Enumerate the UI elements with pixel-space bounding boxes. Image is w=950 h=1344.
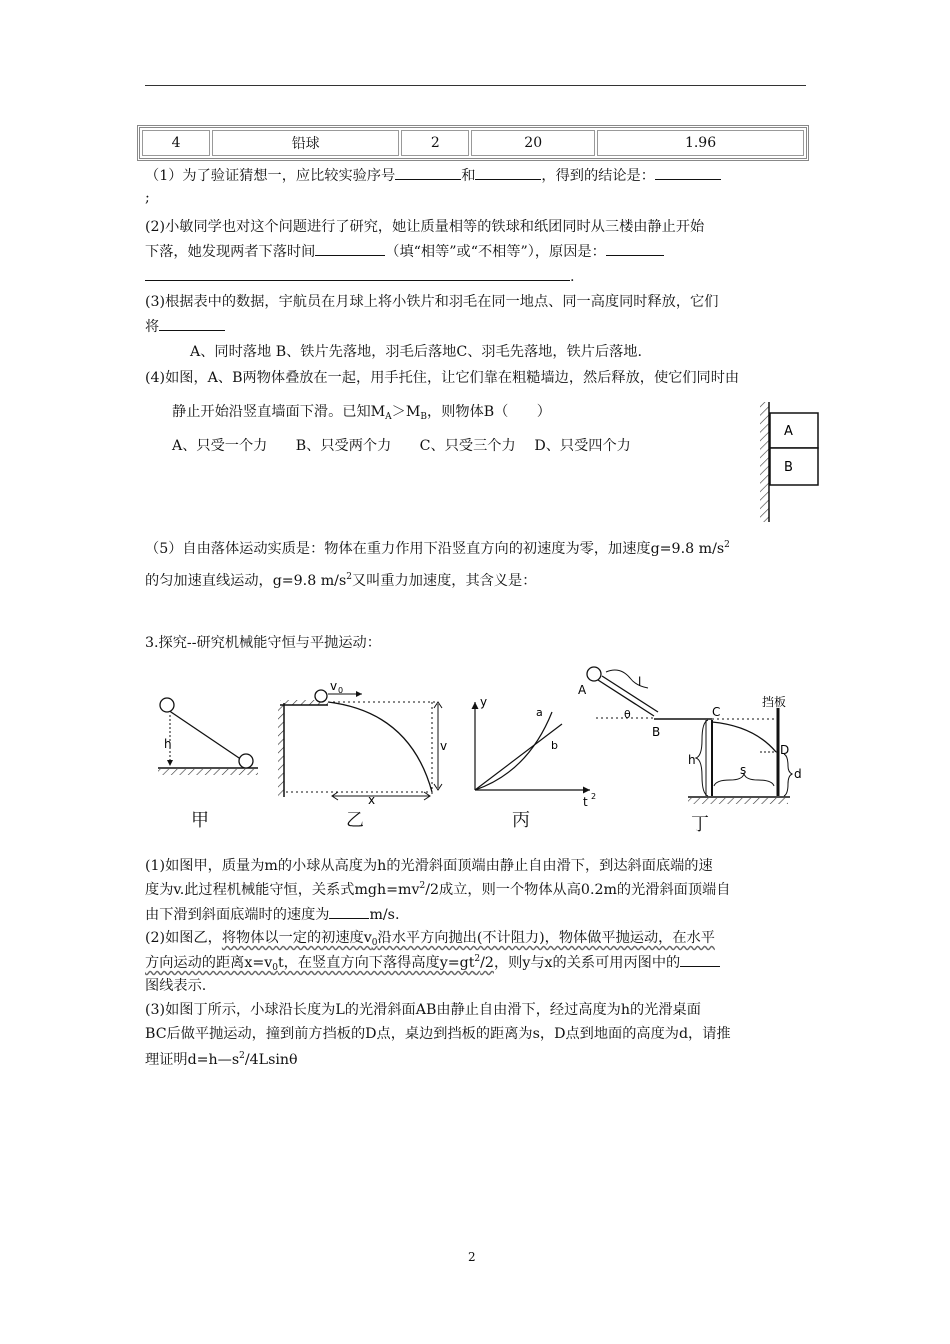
question-4-line1: (4)如图，A、B两物体叠放在一起，用手托住，让它们靠在粗糙墙边，然后释放，使它们同时由 (145, 370, 740, 386)
q2-period: . (570, 269, 575, 285)
table-cell: 1.96 (597, 130, 804, 156)
point-a-label: A (578, 683, 587, 697)
q5-text: （5）自由落体运动实质是：物体在重力作用下沿竖直方向的初速度为零，加速度g=9.8 m/s (145, 541, 725, 557)
point-c-label: C (712, 705, 721, 719)
table-cell: 20 (471, 130, 595, 156)
superscript: 2 (474, 954, 481, 964)
answer-blank[interactable] (475, 165, 541, 180)
header-rule (145, 85, 806, 86)
q2-text-reason: （填“相等”或“不相等”），原因是： (385, 244, 606, 260)
caption-bing: 丙 (512, 810, 530, 831)
v0-label: v (330, 679, 338, 693)
answer-blank[interactable] (329, 904, 369, 919)
y-label: v (440, 739, 448, 753)
superscript: 2 (724, 540, 730, 550)
x-axis-superscript: 2 (591, 792, 597, 801)
part2-text: 方向运动的距离x=v (145, 955, 273, 971)
block-b (770, 448, 818, 485)
question-4-line2 (172, 402, 551, 422)
q5-text-end: 又叫重力加速度，其含义是： (351, 573, 537, 589)
question-5-line1 (145, 539, 730, 559)
caption-jia: 甲 (191, 810, 209, 831)
question-2-line1: (2)小敏同学也对这个问题进行了研究，她让质量相等的铁球和纸团同时从三楼由静止开始 (145, 219, 705, 235)
figure-yi (278, 679, 447, 807)
q2-text: 下落，她发现两者下落时间 (145, 244, 316, 260)
trajectory (328, 702, 432, 792)
question-4-options: A、只受一个力 B、只受两个力 C、只受三个力 D、只受四个力 (172, 438, 631, 454)
part2-text: t，在竖直方向下落得高度y=gt (277, 955, 475, 971)
d-label: d (794, 767, 802, 781)
q3-text: 将 (145, 319, 160, 335)
part-3-line1: (3)如图丁所示，小球沿长度为L的光滑斜面AB由静止自由滑下，经过高度为h的光滑桌面 (145, 1002, 701, 1018)
figure-bing (475, 695, 596, 809)
point-d-label: D (780, 743, 790, 757)
height-label: h (688, 753, 696, 767)
question-2-line2 (145, 241, 664, 262)
board-label: 挡板 (762, 695, 787, 709)
figures-panel (150, 660, 810, 810)
stacked-blocks-figure (758, 400, 828, 525)
block-b-label: B (784, 460, 793, 475)
curve-a-label: a (536, 706, 543, 719)
part1-unit: m/s. (369, 907, 400, 923)
v0-subscript: 0 (338, 686, 344, 695)
question-3-line2 (145, 316, 225, 337)
q1-text: （1）为了验证猜想一，应比较实验序号 (145, 168, 396, 184)
question-3-options: A、同时落地 B、铁片先落地，羽毛后落地C、羽毛先落地，铁片后落地. (190, 344, 642, 360)
line-b (475, 724, 562, 790)
length-label: l (638, 675, 642, 689)
question-3-line1: (3)根据表中的数据，宇航员在月球上将小铁片和羽毛在同一地点、同一高度同时释放，它们 (145, 294, 719, 310)
ball (315, 690, 327, 702)
part2-text-end: ，则y与x的关系可用丙图中的 (493, 955, 681, 971)
block-a (770, 413, 818, 448)
y-axis-label: y (480, 695, 488, 709)
table-cell: 铅球 (212, 130, 399, 156)
x-axis-label: t (583, 795, 588, 809)
part2-text: (2)如图乙， (145, 930, 222, 946)
block-a-label: A (784, 424, 793, 439)
x-label: x (368, 793, 376, 807)
subscript: 0 (371, 938, 378, 948)
answer-blank[interactable] (145, 266, 570, 281)
line-b-label: b (551, 739, 558, 752)
part-2-line3: 图线表示. (145, 978, 207, 994)
table-row (142, 130, 804, 156)
answer-blank[interactable] (159, 316, 225, 331)
subscript-b: B (420, 412, 427, 422)
subscript: 0 (272, 963, 278, 973)
q1-semicolon: ; (145, 190, 150, 206)
figure-jia (158, 698, 258, 775)
superscript: 2 (239, 1051, 245, 1061)
question-2-line3 (145, 266, 575, 287)
part2-text: 将物体以一定的初速度v (221, 930, 372, 946)
question-5-line2 (145, 571, 536, 591)
part-2-line2 (145, 952, 720, 973)
table-cell: 4 (142, 130, 210, 156)
caption-ding: 丁 (691, 814, 709, 835)
wall-hatch (760, 402, 769, 522)
answer-blank[interactable] (655, 165, 721, 180)
superscript: 2 (346, 572, 352, 582)
answer-blank[interactable] (606, 241, 664, 256)
page-number: 2 (468, 1250, 476, 1264)
ball-top (160, 698, 174, 712)
part3-text: 理证明d=h—s (145, 1052, 240, 1068)
table-cell: 2 (401, 130, 469, 156)
point-b-label: B (652, 725, 661, 739)
part-1-line2 (145, 880, 730, 900)
subscript-a: A (385, 412, 392, 422)
question-1 (145, 165, 721, 186)
caption-yi: 乙 (346, 810, 364, 831)
part-1-line1: (1)如图甲，质量为m的小球从高度为h的光滑斜面顶端由静止自由滑下，到达斜面底端的速 (145, 858, 713, 874)
answer-blank[interactable] (395, 165, 461, 180)
q5-text: 的匀加速直线运动，g=9.8 m/s (145, 573, 347, 589)
ball (587, 667, 601, 681)
data-table (137, 125, 809, 161)
curve-a (475, 712, 552, 790)
height-label: h (164, 737, 172, 751)
q4-text-end: ，则物体B（ ） (427, 404, 551, 420)
trajectory (712, 722, 776, 752)
part-3-line2: BC后做平抛运动，撞到前方挡板的D点，桌边到挡板的距离为s，D点到地面的高度为d，请推 (145, 1026, 731, 1042)
section-3-title: 3.探究--研究机械能守恒与平抛运动： (145, 635, 381, 651)
part-1-line3 (145, 904, 399, 925)
q4-text: 静止开始沿竖直墙面下滑。已知M (172, 404, 386, 420)
part1-text-end: /2成立，则一个物体从高0.2m的光滑斜面顶端自 (425, 882, 731, 898)
distance-label: s (740, 763, 747, 777)
part3-text-end: /4Lsinθ (244, 1052, 298, 1068)
part1-text: 由下滑到斜面底端时的速度为 (145, 907, 330, 923)
angle-label: θ (624, 708, 631, 721)
q1-text-and: 和 (461, 168, 476, 184)
figure-ding (578, 667, 802, 804)
ball-bottom (239, 754, 253, 768)
part-2-line1 (145, 928, 715, 948)
part2-text: 沿水平方向抛出(不计阻力)，物体做平抛运动，在水平 (377, 930, 715, 946)
part1-text: 度为v.此过程机械能守恒，关系式mgh=mv (145, 882, 420, 898)
part2-text: /2 (480, 955, 494, 971)
answer-blank[interactable] (680, 952, 720, 967)
q1-text-conclusion: ，得到的结论是： (541, 168, 655, 184)
part-3-line3 (145, 1050, 298, 1070)
q4-gt: ＞M (391, 404, 421, 420)
superscript: 2 (419, 881, 426, 891)
answer-blank[interactable] (315, 241, 385, 256)
